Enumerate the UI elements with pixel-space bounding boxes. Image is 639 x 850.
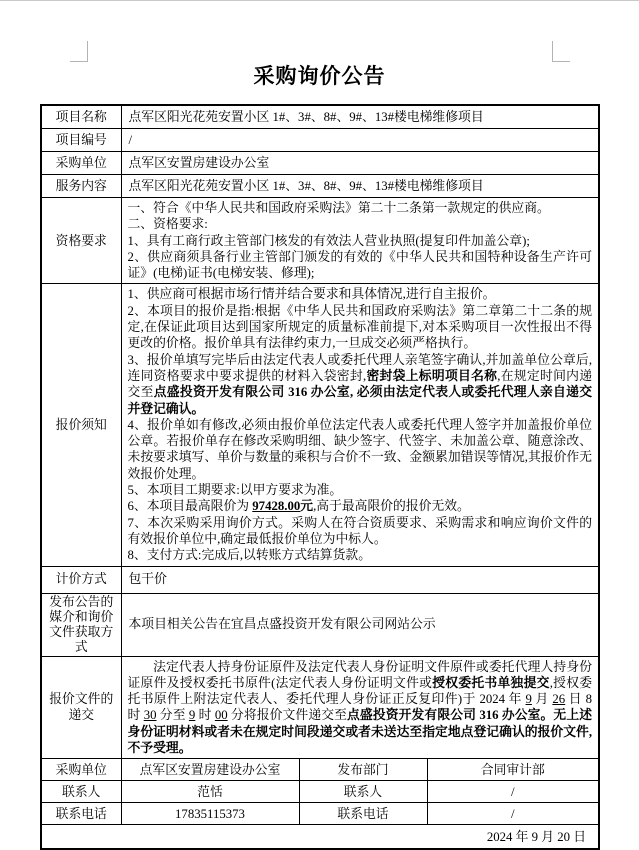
service-content-label: 服务内容 xyxy=(41,175,121,198)
purchaser-unit-label: 采购单位 xyxy=(41,759,121,781)
quote-notes-content: 1、供应商可根据市场行情并结合要求和具体情况,进行自主报价。 2、本项目的报价是指:根据《中华人民共和国政府采购法》第二章第二十二条的规定,在保证此项目达到国家所规定的质量标准前提下,对本采购项目一次性报出不得更改的价格。报价单具有法律约束力,一旦成交必须严格执行。 3、报价单填写完毕后由法定代表人或委托代理人亲笔签字确认,并加盖单位公章后,连同资格要求中要求提供的材料入袋密封,密封袋上标明项目名称,在规定时间内递交至点盛投资开发有限公司 316 办公室, 必须由法定代表人或委托代理人亲自递交并登记确认。 4、报价单如有修改,必须由报价单位法定代表人或委托代理人签字并加盖报价单位公章。若报价单存在修改采购明细、缺少签字、代签字、未加盖公章、随意涂改、未按要求填写、单价与数量的乘积与合价不一致、金额累加错误等情况,其报价作无效报价处理。 5、本项目工期要求:以甲方要求为准。 6、本项目最高限价为 97428.00元,高于最高限价的报价无效。 7、本次采购采用询价方式。采购人在符合资质要求、采购需求和响应询价文件的有效报价单位中,确定最低报价单位为中标人。 8、支付方式:完成后,以转账方式结算货款。 xyxy=(121,284,599,566)
margin-crop-mark-right xyxy=(552,41,570,62)
contact-phone-label: 联系电话 xyxy=(41,803,121,825)
table-row xyxy=(41,198,599,284)
table-row xyxy=(41,759,599,781)
page-title: 采购询价公告 xyxy=(253,64,386,88)
project-name-value: 点军区阳光花苑安置小区 1#、3#、8#、9#、13#楼电梯维修项目 xyxy=(121,105,599,129)
purchaser-unit-value: 点军区安置房建设办公室 xyxy=(121,759,299,781)
table-row xyxy=(41,593,599,656)
submission-label: 报价文件的递交 xyxy=(41,656,121,759)
margin-crop-mark-left xyxy=(70,41,88,62)
announcement-media-label: 发布公告的媒介和询价文件获取方式 xyxy=(41,593,121,656)
table-row xyxy=(41,175,599,198)
contact-person-label: 联系人 xyxy=(41,781,121,803)
contact-phone2-label: 联系电话 xyxy=(299,803,427,825)
announcement-date: 2024 年 9 月 20 日 xyxy=(41,825,599,850)
project-number-label: 项目编号 xyxy=(41,129,121,152)
contact-person-value: 范恬 xyxy=(121,781,299,803)
table-row xyxy=(41,656,599,759)
pricing-method-label: 计价方式 xyxy=(41,566,121,593)
table-row xyxy=(41,566,599,593)
qualification-label: 资格要求 xyxy=(41,198,121,284)
table-row xyxy=(41,152,599,175)
table-row xyxy=(41,284,599,566)
table-row xyxy=(41,803,599,825)
contact-person2-value: / xyxy=(427,781,599,803)
page-top-edge xyxy=(0,0,639,1)
project-number-value: / xyxy=(121,129,599,152)
purchaser-label: 采购单位 xyxy=(41,152,121,175)
announcement-table xyxy=(40,104,600,850)
publishing-dept-value: 合同审计部 xyxy=(427,759,599,781)
table-row xyxy=(41,105,599,129)
quote-notes-label: 报价须知 xyxy=(41,284,121,566)
pricing-method-value: 包干价 xyxy=(121,566,599,593)
purchaser-value: 点军区安置房建设办公室 xyxy=(121,152,599,175)
qualification-content: 一、符合《中华人民共和国政府采购法》第二十二条第一款规定的供应商。 二、资格要求: 1、具有工商行政主管部门核发的有效法人营业执照(提复印件加盖公章); 2、供应商须具备行业主管部门颁发的有效的《中华人民共和国特种设备生产许可证》(电梯)证书(电梯安装、修理); xyxy=(121,198,599,284)
table-row xyxy=(41,781,599,803)
announcement-media-value: 本项目相关公告在宜昌点盛投资开发有限公司网站公示 xyxy=(121,593,599,656)
contact-phone2-value: / xyxy=(427,803,599,825)
service-content-value: 点军区阳光花苑安置小区 1#、3#、8#、9#、13#楼电梯维修项目 xyxy=(121,175,599,198)
submission-content: 法定代表人持身份证原件及法定代表人身份证明文件原件或委托代理人持身份证原件及授权委托书原件(法定代表人身份证明文件或授权委托书单独提交,授权委托书原件上附法定代表人、委托代理人身份证正反复印件)于 2024 年 9 月 26 日 8 时 30 分至 9 时 00 分将报价文件递交至点盛投资开发有限公司 316 办公室。无上述身份证明材料或者未在规定时间段递交或者未送达至指定地点登记确认的报价文件,不予受理。 xyxy=(121,656,599,759)
project-name-label: 项目名称 xyxy=(41,105,121,129)
contact-person2-label: 联系人 xyxy=(299,781,427,803)
table-row xyxy=(41,129,599,152)
publishing-dept-label: 发布部门 xyxy=(299,759,427,781)
contact-phone-value: 17835115373 xyxy=(121,803,299,825)
